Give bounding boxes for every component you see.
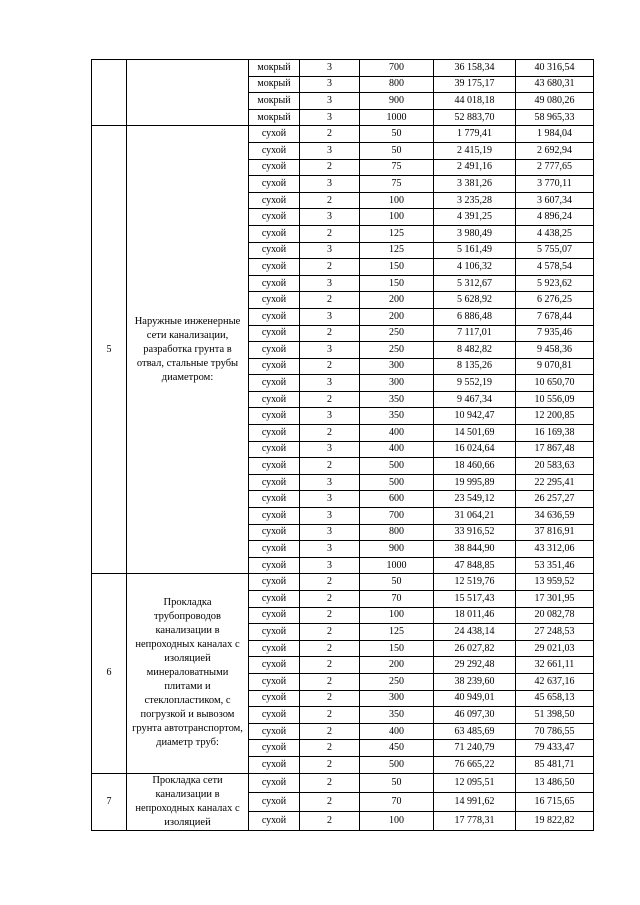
price-with-vat-cell: 45 658,13 bbox=[516, 690, 594, 707]
price-cell: 10 942,47 bbox=[434, 408, 516, 425]
diameter-cell: 800 bbox=[360, 76, 434, 93]
diameter-cell: 100 bbox=[360, 192, 434, 209]
soil-type-cell: сухой bbox=[249, 591, 300, 608]
category-cell: 2 bbox=[300, 591, 360, 608]
category-cell: 3 bbox=[300, 508, 360, 525]
price-with-vat-cell: 19 822,82 bbox=[516, 811, 594, 830]
diameter-cell: 100 bbox=[360, 607, 434, 624]
soil-type-cell: сухой bbox=[249, 557, 300, 574]
price-with-vat-cell: 2 777,65 bbox=[516, 159, 594, 176]
price-cell: 2 415,19 bbox=[434, 142, 516, 159]
soil-type-cell: сухой bbox=[249, 756, 300, 773]
price-with-vat-cell: 79 433,47 bbox=[516, 740, 594, 757]
price-with-vat-cell: 20 583,63 bbox=[516, 458, 594, 475]
price-with-vat-cell: 4 578,54 bbox=[516, 259, 594, 276]
diameter-cell: 700 bbox=[360, 60, 434, 77]
price-with-vat-cell: 13 486,50 bbox=[516, 773, 594, 792]
price-cell: 19 995,89 bbox=[434, 474, 516, 491]
price-with-vat-cell: 70 786,55 bbox=[516, 723, 594, 740]
price-cell: 46 097,30 bbox=[434, 707, 516, 724]
price-with-vat-cell: 85 481,71 bbox=[516, 756, 594, 773]
diameter-cell: 150 bbox=[360, 275, 434, 292]
diameter-cell: 125 bbox=[360, 242, 434, 259]
soil-type-cell: мокрый bbox=[249, 109, 300, 126]
diameter-cell: 400 bbox=[360, 723, 434, 740]
diameter-cell: 350 bbox=[360, 391, 434, 408]
price-with-vat-cell: 6 276,25 bbox=[516, 292, 594, 309]
price-with-vat-cell: 43 680,31 bbox=[516, 76, 594, 93]
price-with-vat-cell: 40 316,54 bbox=[516, 60, 594, 77]
price-with-vat-cell: 5 755,07 bbox=[516, 242, 594, 259]
price-cell: 17 778,31 bbox=[434, 811, 516, 830]
soil-type-cell: сухой bbox=[249, 391, 300, 408]
category-cell: 2 bbox=[300, 259, 360, 276]
category-cell: 3 bbox=[300, 308, 360, 325]
soil-type-cell: сухой bbox=[249, 723, 300, 740]
soil-type-cell: сухой bbox=[249, 624, 300, 641]
soil-type-cell: сухой bbox=[249, 425, 300, 442]
category-cell: 3 bbox=[300, 441, 360, 458]
price-table bbox=[91, 59, 594, 831]
item-description: Прокладка трубопроводов канализации в непроходных каналах с изоляцией минераловатными плитами и стеклопластиком, с погрузкой и вывозом грунта автотранспортом, диаметр труб: bbox=[127, 574, 249, 773]
category-cell: 3 bbox=[300, 60, 360, 77]
price-cell: 31 064,21 bbox=[434, 508, 516, 525]
price-cell: 23 549,12 bbox=[434, 491, 516, 508]
price-with-vat-cell: 5 923,62 bbox=[516, 275, 594, 292]
category-cell: 2 bbox=[300, 192, 360, 209]
diameter-cell: 125 bbox=[360, 225, 434, 242]
price-with-vat-cell: 20 082,78 bbox=[516, 607, 594, 624]
soil-type-cell: сухой bbox=[249, 508, 300, 525]
table-row bbox=[92, 126, 594, 143]
item-description bbox=[127, 60, 249, 126]
price-cell: 8 482,82 bbox=[434, 342, 516, 359]
price-with-vat-cell: 17 867,48 bbox=[516, 441, 594, 458]
category-cell: 2 bbox=[300, 673, 360, 690]
category-cell: 2 bbox=[300, 756, 360, 773]
soil-type-cell: сухой bbox=[249, 259, 300, 276]
price-with-vat-cell: 7 935,46 bbox=[516, 325, 594, 342]
table-row bbox=[92, 574, 594, 591]
category-cell: 3 bbox=[300, 557, 360, 574]
price-cell: 36 158,34 bbox=[434, 60, 516, 77]
price-cell: 63 485,69 bbox=[434, 723, 516, 740]
diameter-cell: 75 bbox=[360, 159, 434, 176]
category-cell: 2 bbox=[300, 723, 360, 740]
category-cell: 2 bbox=[300, 690, 360, 707]
diameter-cell: 150 bbox=[360, 640, 434, 657]
diameter-cell: 1000 bbox=[360, 109, 434, 126]
soil-type-cell: сухой bbox=[249, 275, 300, 292]
category-cell: 2 bbox=[300, 159, 360, 176]
category-cell: 2 bbox=[300, 640, 360, 657]
category-cell: 2 bbox=[300, 391, 360, 408]
diameter-cell: 50 bbox=[360, 142, 434, 159]
category-cell: 2 bbox=[300, 624, 360, 641]
price-with-vat-cell: 2 692,94 bbox=[516, 142, 594, 159]
price-with-vat-cell: 51 398,50 bbox=[516, 707, 594, 724]
soil-type-cell: сухой bbox=[249, 690, 300, 707]
soil-type-cell: сухой bbox=[249, 524, 300, 541]
price-cell: 76 665,22 bbox=[434, 756, 516, 773]
diameter-cell: 600 bbox=[360, 491, 434, 508]
soil-type-cell: мокрый bbox=[249, 93, 300, 110]
category-cell: 2 bbox=[300, 740, 360, 757]
soil-type-cell: сухой bbox=[249, 811, 300, 830]
soil-type-cell: сухой bbox=[249, 159, 300, 176]
price-with-vat-cell: 10 650,70 bbox=[516, 375, 594, 392]
soil-type-cell: сухой bbox=[249, 126, 300, 143]
category-cell: 3 bbox=[300, 541, 360, 558]
price-with-vat-cell: 42 637,16 bbox=[516, 673, 594, 690]
category-cell: 3 bbox=[300, 93, 360, 110]
price-with-vat-cell: 34 636,59 bbox=[516, 508, 594, 525]
category-cell: 3 bbox=[300, 76, 360, 93]
diameter-cell: 400 bbox=[360, 425, 434, 442]
diameter-cell: 800 bbox=[360, 524, 434, 541]
soil-type-cell: сухой bbox=[249, 292, 300, 309]
category-cell: 3 bbox=[300, 275, 360, 292]
category-cell: 3 bbox=[300, 408, 360, 425]
diameter-cell: 500 bbox=[360, 474, 434, 491]
soil-type-cell: сухой bbox=[249, 740, 300, 757]
soil-type-cell: сухой bbox=[249, 325, 300, 342]
item-number: 6 bbox=[92, 574, 127, 773]
price-cell: 18 011,46 bbox=[434, 607, 516, 624]
price-cell: 16 024,64 bbox=[434, 441, 516, 458]
category-cell: 3 bbox=[300, 342, 360, 359]
soil-type-cell: сухой bbox=[249, 673, 300, 690]
category-cell: 3 bbox=[300, 209, 360, 226]
price-with-vat-cell: 32 661,11 bbox=[516, 657, 594, 674]
price-cell: 5 628,92 bbox=[434, 292, 516, 309]
item-description: Прокладка сети канализации в непроходных каналах с изоляцией bbox=[127, 773, 249, 830]
price-with-vat-cell: 1 984,04 bbox=[516, 126, 594, 143]
diameter-cell: 1000 bbox=[360, 557, 434, 574]
price-with-vat-cell: 4 438,25 bbox=[516, 225, 594, 242]
soil-type-cell: сухой bbox=[249, 441, 300, 458]
table-row bbox=[92, 60, 594, 77]
diameter-cell: 900 bbox=[360, 93, 434, 110]
category-cell: 2 bbox=[300, 425, 360, 442]
price-with-vat-cell: 26 257,27 bbox=[516, 491, 594, 508]
price-cell: 9 552,19 bbox=[434, 375, 516, 392]
soil-type-cell: сухой bbox=[249, 640, 300, 657]
price-cell: 40 949,01 bbox=[434, 690, 516, 707]
category-cell: 2 bbox=[300, 325, 360, 342]
soil-type-cell: сухой bbox=[249, 541, 300, 558]
price-with-vat-cell: 27 248,53 bbox=[516, 624, 594, 641]
category-cell: 2 bbox=[300, 358, 360, 375]
diameter-cell: 250 bbox=[360, 325, 434, 342]
price-with-vat-cell: 3 770,11 bbox=[516, 176, 594, 193]
price-cell: 4 391,25 bbox=[434, 209, 516, 226]
price-cell: 1 779,41 bbox=[434, 126, 516, 143]
price-cell: 38 239,60 bbox=[434, 673, 516, 690]
price-cell: 7 117,01 bbox=[434, 325, 516, 342]
item-description: Наружные инженерные сети канализации, разработка грунта в отвал, стальные трубы диаметром: bbox=[127, 126, 249, 574]
price-with-vat-cell: 9 070,81 bbox=[516, 358, 594, 375]
price-cell: 26 027,82 bbox=[434, 640, 516, 657]
soil-type-cell: сухой bbox=[249, 773, 300, 792]
category-cell: 2 bbox=[300, 126, 360, 143]
price-cell: 33 916,52 bbox=[434, 524, 516, 541]
diameter-cell: 100 bbox=[360, 209, 434, 226]
category-cell: 2 bbox=[300, 458, 360, 475]
soil-type-cell: сухой bbox=[249, 657, 300, 674]
diameter-cell: 250 bbox=[360, 673, 434, 690]
price-cell: 18 460,66 bbox=[434, 458, 516, 475]
price-with-vat-cell: 43 312,06 bbox=[516, 541, 594, 558]
price-cell: 4 106,32 bbox=[434, 259, 516, 276]
soil-type-cell: сухой bbox=[249, 192, 300, 209]
price-cell: 3 235,28 bbox=[434, 192, 516, 209]
price-cell: 12 095,51 bbox=[434, 773, 516, 792]
item-number bbox=[92, 60, 127, 126]
soil-type-cell: сухой bbox=[249, 607, 300, 624]
price-cell: 6 886,48 bbox=[434, 308, 516, 325]
price-with-vat-cell: 7 678,44 bbox=[516, 308, 594, 325]
price-with-vat-cell: 9 458,36 bbox=[516, 342, 594, 359]
diameter-cell: 200 bbox=[360, 308, 434, 325]
category-cell: 3 bbox=[300, 375, 360, 392]
table-row bbox=[92, 773, 594, 792]
soil-type-cell: сухой bbox=[249, 358, 300, 375]
category-cell: 3 bbox=[300, 109, 360, 126]
category-cell: 2 bbox=[300, 225, 360, 242]
price-with-vat-cell: 12 200,85 bbox=[516, 408, 594, 425]
category-cell: 2 bbox=[300, 607, 360, 624]
diameter-cell: 200 bbox=[360, 657, 434, 674]
diameter-cell: 400 bbox=[360, 441, 434, 458]
soil-type-cell: мокрый bbox=[249, 60, 300, 77]
category-cell: 3 bbox=[300, 176, 360, 193]
price-with-vat-cell: 53 351,46 bbox=[516, 557, 594, 574]
category-cell: 2 bbox=[300, 657, 360, 674]
diameter-cell: 500 bbox=[360, 458, 434, 475]
item-number: 7 bbox=[92, 773, 127, 830]
price-cell: 47 848,85 bbox=[434, 557, 516, 574]
diameter-cell: 350 bbox=[360, 707, 434, 724]
price-with-vat-cell: 58 965,33 bbox=[516, 109, 594, 126]
price-with-vat-cell: 10 556,09 bbox=[516, 391, 594, 408]
diameter-cell: 250 bbox=[360, 342, 434, 359]
item-number: 5 bbox=[92, 126, 127, 574]
price-cell: 8 135,26 bbox=[434, 358, 516, 375]
price-with-vat-cell: 49 080,26 bbox=[516, 93, 594, 110]
soil-type-cell: сухой bbox=[249, 142, 300, 159]
diameter-cell: 125 bbox=[360, 624, 434, 641]
category-cell: 2 bbox=[300, 773, 360, 792]
soil-type-cell: сухой bbox=[249, 408, 300, 425]
diameter-cell: 300 bbox=[360, 358, 434, 375]
diameter-cell: 300 bbox=[360, 375, 434, 392]
diameter-cell: 300 bbox=[360, 690, 434, 707]
soil-type-cell: сухой bbox=[249, 491, 300, 508]
price-cell: 5 161,49 bbox=[434, 242, 516, 259]
diameter-cell: 75 bbox=[360, 176, 434, 193]
category-cell: 2 bbox=[300, 707, 360, 724]
category-cell: 3 bbox=[300, 491, 360, 508]
price-cell: 12 519,76 bbox=[434, 574, 516, 591]
soil-type-cell: сухой bbox=[249, 474, 300, 491]
price-cell: 29 292,48 bbox=[434, 657, 516, 674]
diameter-cell: 450 bbox=[360, 740, 434, 757]
soil-type-cell: мокрый bbox=[249, 76, 300, 93]
price-with-vat-cell: 29 021,03 bbox=[516, 640, 594, 657]
price-with-vat-cell: 37 816,91 bbox=[516, 524, 594, 541]
soil-type-cell: сухой bbox=[249, 209, 300, 226]
table-body bbox=[92, 60, 594, 831]
diameter-cell: 50 bbox=[360, 773, 434, 792]
soil-type-cell: сухой bbox=[249, 458, 300, 475]
soil-type-cell: сухой bbox=[249, 342, 300, 359]
price-cell: 71 240,79 bbox=[434, 740, 516, 757]
price-cell: 3 980,49 bbox=[434, 225, 516, 242]
soil-type-cell: сухой bbox=[249, 308, 300, 325]
category-cell: 3 bbox=[300, 242, 360, 259]
price-cell: 3 381,26 bbox=[434, 176, 516, 193]
soil-type-cell: сухой bbox=[249, 242, 300, 259]
price-with-vat-cell: 4 896,24 bbox=[516, 209, 594, 226]
diameter-cell: 200 bbox=[360, 292, 434, 309]
price-cell: 52 883,70 bbox=[434, 109, 516, 126]
price-with-vat-cell: 13 959,52 bbox=[516, 574, 594, 591]
diameter-cell: 150 bbox=[360, 259, 434, 276]
diameter-cell: 100 bbox=[360, 811, 434, 830]
price-with-vat-cell: 22 295,41 bbox=[516, 474, 594, 491]
price-cell: 15 517,43 bbox=[434, 591, 516, 608]
diameter-cell: 70 bbox=[360, 591, 434, 608]
price-cell: 44 018,18 bbox=[434, 93, 516, 110]
category-cell: 3 bbox=[300, 142, 360, 159]
soil-type-cell: сухой bbox=[249, 225, 300, 242]
category-cell: 2 bbox=[300, 574, 360, 591]
soil-type-cell: сухой bbox=[249, 707, 300, 724]
diameter-cell: 900 bbox=[360, 541, 434, 558]
price-cell: 9 467,34 bbox=[434, 391, 516, 408]
category-cell: 2 bbox=[300, 792, 360, 811]
diameter-cell: 70 bbox=[360, 792, 434, 811]
price-cell: 14 501,69 bbox=[434, 425, 516, 442]
category-cell: 2 bbox=[300, 811, 360, 830]
category-cell: 3 bbox=[300, 524, 360, 541]
price-with-vat-cell: 16 169,38 bbox=[516, 425, 594, 442]
price-cell: 14 991,62 bbox=[434, 792, 516, 811]
price-cell: 2 491,16 bbox=[434, 159, 516, 176]
soil-type-cell: сухой bbox=[249, 574, 300, 591]
soil-type-cell: сухой bbox=[249, 792, 300, 811]
diameter-cell: 700 bbox=[360, 508, 434, 525]
diameter-cell: 50 bbox=[360, 574, 434, 591]
diameter-cell: 500 bbox=[360, 756, 434, 773]
price-with-vat-cell: 3 607,34 bbox=[516, 192, 594, 209]
category-cell: 2 bbox=[300, 292, 360, 309]
soil-type-cell: сухой bbox=[249, 176, 300, 193]
price-cell: 38 844,90 bbox=[434, 541, 516, 558]
price-cell: 39 175,17 bbox=[434, 76, 516, 93]
category-cell: 3 bbox=[300, 474, 360, 491]
price-cell: 24 438,14 bbox=[434, 624, 516, 641]
soil-type-cell: сухой bbox=[249, 375, 300, 392]
price-with-vat-cell: 16 715,65 bbox=[516, 792, 594, 811]
price-with-vat-cell: 17 301,95 bbox=[516, 591, 594, 608]
price-cell: 5 312,67 bbox=[434, 275, 516, 292]
diameter-cell: 50 bbox=[360, 126, 434, 143]
diameter-cell: 350 bbox=[360, 408, 434, 425]
